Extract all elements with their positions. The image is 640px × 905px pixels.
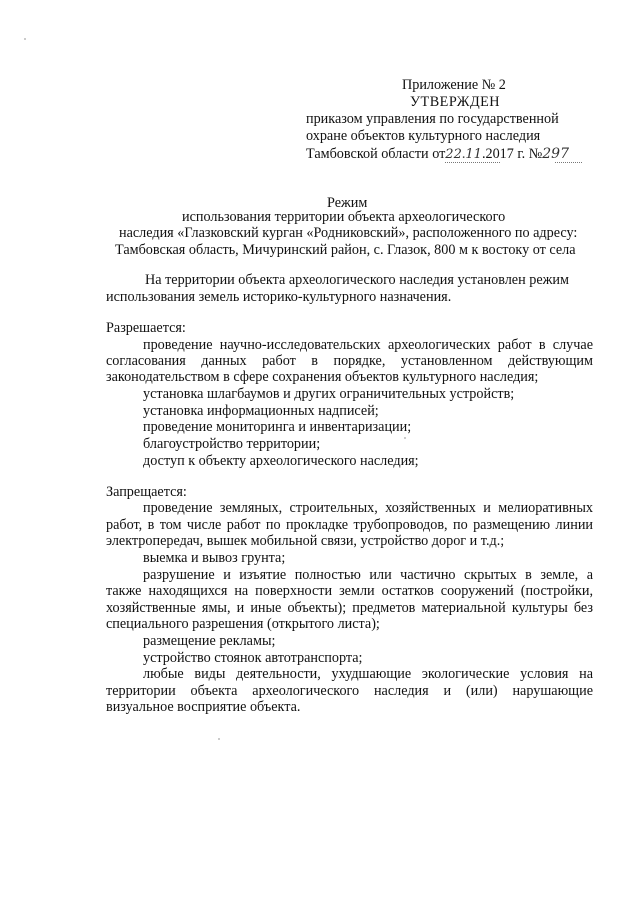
- approved-label: УТВЕРЖДЕН: [410, 94, 501, 110]
- order-line-2: охране объектов культурного наследия: [306, 128, 541, 144]
- scan-speck: [218, 738, 220, 740]
- forbidden-heading: Запрещается:: [106, 484, 187, 500]
- allowed-item-3: установка информационных надписей;: [143, 403, 379, 419]
- allowed-item-1-line-2: согласования данных работ в порядке, установленном действующим: [106, 353, 593, 369]
- title-line-2: наследия «Глазковский курган «Родниковский», расположенного по адресу:: [119, 225, 578, 241]
- order-line-1: приказом управления по государственной: [306, 111, 559, 127]
- allowed-heading: Разрешается:: [106, 320, 186, 336]
- title-line-1: использования территории объекта археологического: [182, 209, 506, 225]
- forbidden-item-3-line-4: специального разрешения (открытого листа);: [106, 616, 380, 632]
- intro-line-1: На территории объекта археологического наследия установлен режим: [145, 272, 569, 288]
- intro-line-2: использования земель историко-культурного назначения.: [106, 289, 452, 305]
- forbidden-item-2: выемка и вывоз грунта;: [143, 550, 286, 566]
- allowed-item-1-line-3: законодательством в сфере сохранения объектов культурного наследия;: [106, 369, 539, 385]
- order-line-3-year: 2017 г. №: [485, 146, 543, 162]
- forbidden-item-3-line-2: также находящихся на поверхности земли остатков сооружений (постройки,: [106, 583, 593, 599]
- forbidden-item-3-line-1: разрушение и изъятие полностью или частично скрытых в земле, а: [143, 567, 593, 583]
- allowed-item-4: проведение мониторинга и инвентаризации;: [143, 419, 412, 435]
- forbidden-item-6-line-2: территории объекта археологического наследия и (или) нарушающие: [106, 683, 593, 699]
- allowed-item-2: установка шлагбаумов и других ограничительных устройств;: [143, 386, 515, 402]
- forbidden-item-1-line-2: работ, в том числе работ по прокладке трубопроводов, по размещению линии: [106, 517, 593, 533]
- forbidden-item-1-line-1: проведение земляных, строительных, хозяйственных и мелиоративных: [143, 500, 593, 516]
- handwritten-date-day: 22: [445, 147, 462, 162]
- forbidden-item-5: устройство стоянок автотранспорта;: [143, 650, 363, 666]
- forbidden-item-3-line-3: хозяйственные ямы, и иные объекты); предметов материальной культуры без: [106, 600, 593, 616]
- title-line-3: Тамбовская область, Мичуринский район, с. Глазок, 800 м к востоку от села: [115, 242, 576, 258]
- forbidden-item-6-line-1: любые виды деятельности, ухудшающие экологические условия на: [143, 666, 593, 682]
- allowed-item-6: доступ к объекту археологического наследия;: [143, 453, 419, 469]
- document-title: Режим: [327, 195, 368, 211]
- forbidden-item-1-line-3: электропередач, вышек мобильной связи, устройство дорог и т.д.;: [106, 533, 505, 549]
- handwritten-order-number: 297: [542, 146, 569, 162]
- handwritten-date-month: 11: [465, 147, 482, 162]
- allowed-item-1-line-1: проведение научно-исследовательских археологических работ в случае: [143, 337, 593, 353]
- appendix-label: Приложение № 2: [402, 77, 506, 93]
- scan-speck: [24, 38, 26, 40]
- number-underline: [555, 162, 582, 163]
- date-underline: [445, 162, 500, 163]
- scan-speck: [404, 437, 406, 439]
- forbidden-item-6-line-3: визуальное восприятие объекта.: [106, 699, 301, 715]
- order-line-3-prefix: Тамбовской области от: [306, 146, 446, 162]
- allowed-item-5: благоустройство территории;: [143, 436, 321, 452]
- order-line-3: Тамбовской области от22.11.2017 г. №297: [306, 146, 569, 162]
- forbidden-item-4: размещение рекламы;: [143, 633, 276, 649]
